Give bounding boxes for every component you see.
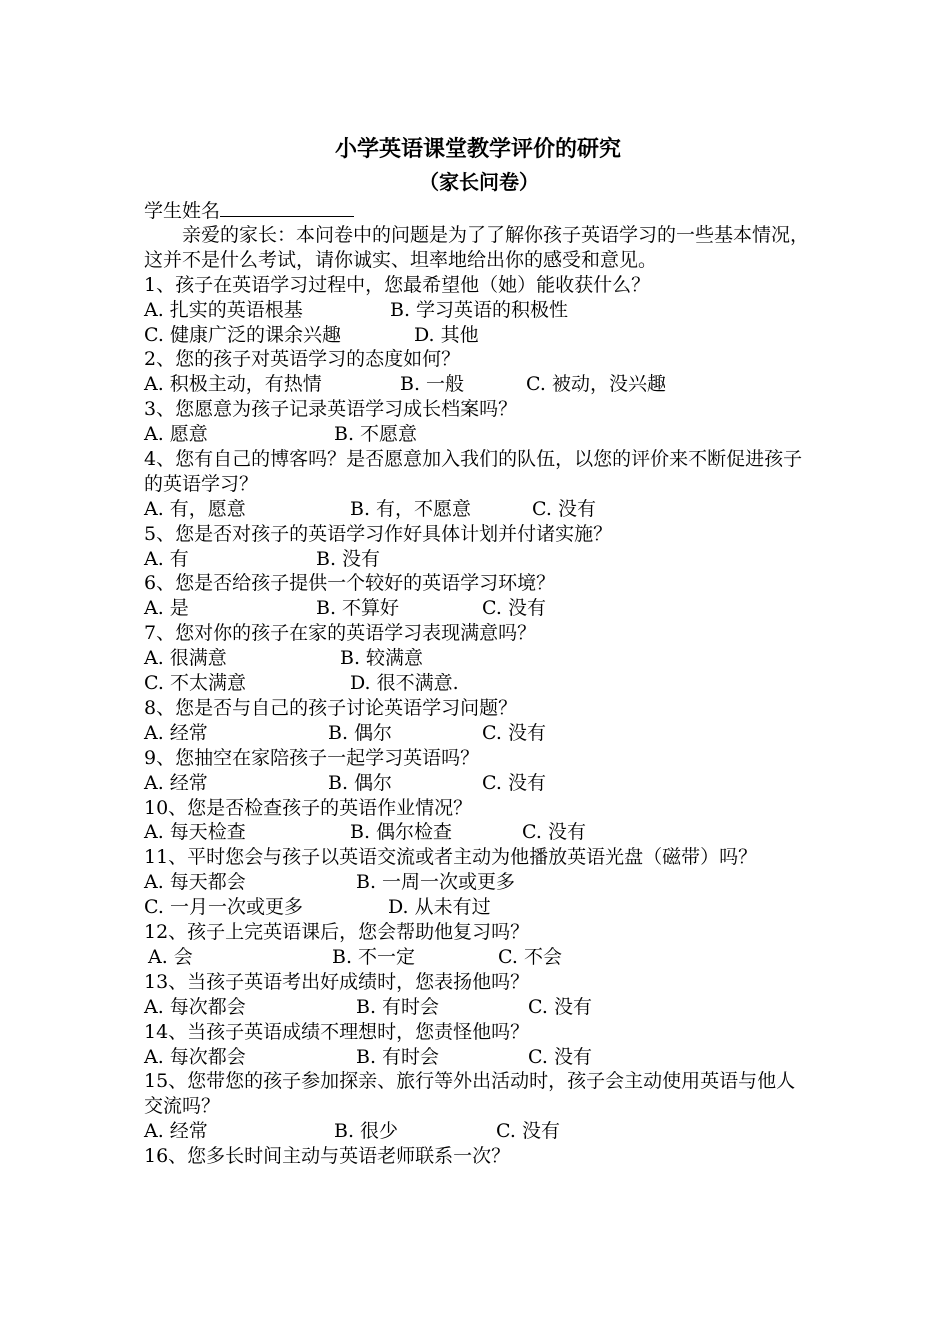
question-text: 16、您多长时间主动与英语老师联系一次？ bbox=[144, 1145, 511, 1168]
question-text: 12、孩子上完英语课后，您会帮助他复习吗？ bbox=[144, 921, 530, 944]
question-text: 11、平时您会与孩子以英语交流或者主动为他播放英语光盘（磁带）吗？ bbox=[144, 846, 758, 869]
option-row bbox=[144, 995, 814, 1020]
answer-option[interactable]: C. 没有 bbox=[482, 771, 546, 794]
option-row bbox=[144, 646, 814, 671]
answer-option[interactable]: A. 有，愿意 bbox=[144, 497, 246, 520]
answer-option[interactable]: B. 偶尔 bbox=[328, 771, 393, 794]
answer-option[interactable]: B. 一周一次或更多 bbox=[356, 871, 516, 894]
answer-option[interactable]: C. 没有 bbox=[528, 995, 592, 1018]
answer-option[interactable]: A. 扎实的英语根基 bbox=[144, 298, 303, 321]
option-row bbox=[144, 323, 814, 348]
answer-option[interactable]: C. 不会 bbox=[498, 945, 562, 968]
answer-option[interactable]: B. 不算好 bbox=[316, 597, 400, 620]
student-name-row bbox=[144, 198, 814, 223]
answer-option[interactable]: A. 经常 bbox=[144, 771, 208, 794]
student-name-blank[interactable] bbox=[220, 198, 354, 217]
option-row bbox=[144, 895, 814, 920]
questionnaire-page bbox=[144, 132, 814, 1169]
option-row bbox=[144, 771, 814, 796]
answer-option[interactable]: A. 每次都会 bbox=[144, 1045, 246, 1068]
answer-option[interactable]: C. 没有 bbox=[522, 821, 586, 844]
answer-option[interactable]: A. 有 bbox=[144, 547, 189, 570]
answer-option[interactable]: A. 很满意 bbox=[144, 647, 227, 670]
answer-option[interactable]: D. 其他 bbox=[414, 323, 479, 346]
option-row bbox=[144, 721, 814, 746]
option-row bbox=[144, 945, 814, 970]
answer-option[interactable]: B. 学习英语的积极性 bbox=[390, 298, 569, 321]
answer-option[interactable]: C. 一月一次或更多 bbox=[144, 896, 303, 919]
answer-option[interactable]: D. 从未有过 bbox=[388, 896, 491, 919]
option-row bbox=[144, 1045, 814, 1070]
option-row bbox=[144, 870, 814, 895]
answer-option[interactable]: A. 经常 bbox=[144, 721, 208, 744]
answer-option[interactable]: D. 很不满意. bbox=[350, 672, 459, 695]
answer-option[interactable]: C. 被动，没兴趣 bbox=[526, 373, 666, 396]
option-row bbox=[144, 422, 814, 447]
answer-option[interactable]: B. 很少 bbox=[334, 1120, 399, 1143]
answer-option[interactable]: B. 不愿意 bbox=[334, 423, 418, 446]
answer-option[interactable]: C. 不太满意 bbox=[144, 672, 246, 695]
question-text: 9、您抽空在家陪孩子一起学习英语吗？ bbox=[144, 746, 480, 769]
option-row bbox=[144, 298, 814, 323]
answer-option[interactable]: A. 经常 bbox=[144, 1120, 208, 1143]
answer-option[interactable]: B. 没有 bbox=[316, 547, 381, 570]
answer-option[interactable]: B. 偶尔 bbox=[328, 721, 393, 744]
question-text: 6、您是否给孩子提供一个较好的英语学习环境？ bbox=[144, 572, 556, 595]
option-row bbox=[144, 671, 814, 696]
answer-option[interactable]: A. 会 bbox=[148, 945, 193, 968]
answer-option[interactable]: C. 没有 bbox=[482, 721, 546, 744]
answer-option[interactable]: B. 有时会 bbox=[356, 995, 440, 1018]
question-text: 2、您的孩子对英语学习的态度如何？ bbox=[144, 348, 461, 371]
question-text: 13、当孩子英语考出好成绩时，您表扬他吗？ bbox=[144, 970, 530, 993]
document-title: 小学英语课堂教学评价的研究 bbox=[334, 136, 621, 162]
answer-option[interactable]: B. 不一定 bbox=[332, 945, 416, 968]
question-text: 15、您带您的孩子参加探亲、旅行等外出活动时，孩子会主动使用英语与他人交流吗？ bbox=[144, 1070, 796, 1118]
answer-option[interactable]: C. 没有 bbox=[496, 1120, 560, 1143]
answer-option[interactable]: A. 愿意 bbox=[144, 423, 208, 446]
option-row bbox=[144, 547, 814, 572]
answer-option[interactable]: A. 每天检查 bbox=[144, 821, 246, 844]
option-row bbox=[144, 1119, 814, 1144]
option-row bbox=[144, 497, 814, 522]
question-text: 1、孩子在英语学习过程中，您最希望他（她）能收获什么？ bbox=[144, 273, 651, 296]
answer-option[interactable]: C. 没有 bbox=[532, 497, 596, 520]
answer-option[interactable]: C. 健康广泛的课余兴趣 bbox=[144, 323, 341, 346]
answer-option[interactable]: A. 积极主动，有热情 bbox=[144, 373, 322, 396]
question-text: 8、您是否与自己的孩子讨论英语学习问题？ bbox=[144, 696, 518, 719]
document-subtitle: （家长问卷） bbox=[419, 170, 539, 194]
answer-option[interactable]: B. 有，不愿意 bbox=[350, 497, 472, 520]
question-text: 5、您是否对孩子的英语学习作好具体计划并付诸实施？ bbox=[144, 522, 613, 545]
option-row bbox=[144, 596, 814, 621]
answer-option[interactable]: A. 是 bbox=[144, 597, 189, 620]
question-text: 3、您愿意为孩子记录英语学习成长档案吗？ bbox=[144, 398, 518, 421]
answer-option[interactable]: C. 没有 bbox=[528, 1045, 592, 1068]
answer-option[interactable]: A. 每天都会 bbox=[144, 871, 246, 894]
answer-option[interactable]: B. 偶尔检查 bbox=[350, 821, 453, 844]
question-list bbox=[144, 273, 814, 1169]
question-text: 4、您有自己的博客吗？是否愿意加入我们的队伍，以您的评价来不断促进孩子的英语学习？ bbox=[144, 447, 803, 495]
option-row bbox=[144, 820, 814, 845]
student-name-label: 学生姓名 bbox=[144, 200, 221, 222]
answer-option[interactable]: A. 每次都会 bbox=[144, 995, 246, 1018]
answer-option[interactable]: B. 有时会 bbox=[356, 1045, 440, 1068]
question-text: 10、您是否检查孩子的英语作业情况？ bbox=[144, 796, 473, 819]
answer-option[interactable]: B. 一般 bbox=[400, 373, 465, 396]
answer-option[interactable]: C. 没有 bbox=[482, 597, 546, 620]
option-row bbox=[144, 372, 814, 397]
question-text: 7、您对你的孩子在家的英语学习表现满意吗？ bbox=[144, 622, 537, 645]
question-text: 14、当孩子英语成绩不理想时，您责怪他吗？ bbox=[144, 1020, 530, 1043]
intro-paragraph: 亲爱的家长：本问卷中的问题是为了了解你孩子英语学习的一些基本情况，这并不是什么考试，请你诚实、坦率地给出你的感受和意见。 bbox=[144, 223, 810, 271]
answer-option[interactable]: B. 较满意 bbox=[340, 647, 424, 670]
